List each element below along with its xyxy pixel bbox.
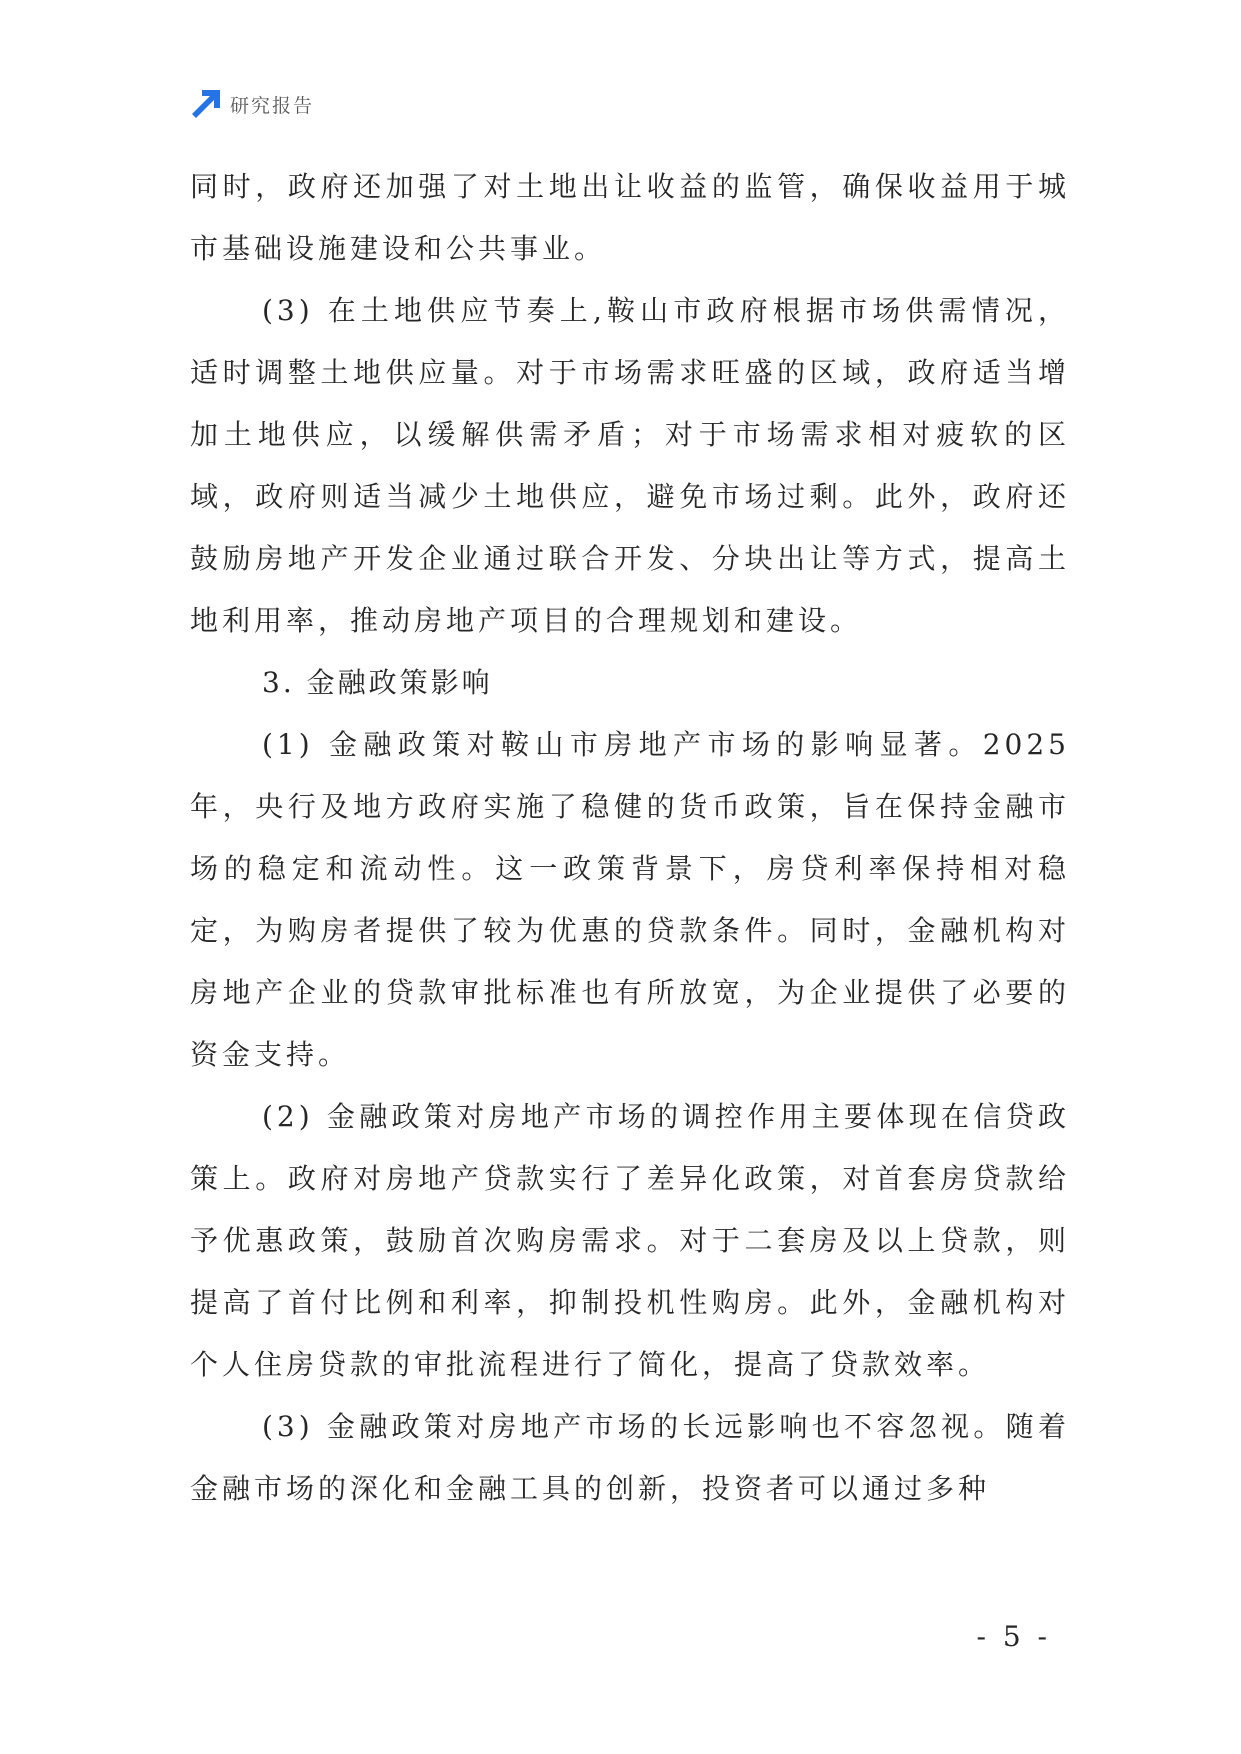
section-heading-financial-policy: 3. 金融政策影响 (262, 666, 493, 699)
page-number: - 5 - (976, 1620, 1051, 1653)
page-header (190, 88, 314, 120)
arrow-up-right-icon (190, 88, 222, 120)
paragraph-credit-policy: (2) 金融政策对房地产市场的调控作用主要体现在信贷政策上。政府对房地产贷款实行了差异化政策，对首套房贷款给予优惠政策，鼓励首次购房需求。对于二套房及以上贷款，则提高了首付比例和利率，抑制投机性购房。此外，金融机构对个人住房贷款的审批流程进行了简化，提高了贷款效率。 (190, 1100, 1070, 1381)
paragraph-long-term-impact: (3) 金融政策对房地产市场的长远影响也不容忽视。随着金融市场的深化和金融工具的创新，投资者可以通过多种 (190, 1410, 1070, 1505)
document-body (190, 156, 1070, 1520)
paragraph-land-supervision: 同时，政府还加强了对土地出让收益的监管，确保收益用于城市基础设施建设和公共事业。 (190, 170, 1070, 265)
header-title: 研究报告 (230, 94, 315, 117)
paragraph-land-supply-rhythm: (3) 在土地供应节奏上,鞍山市政府根据市场供需情况，适时调整土地供应量。对于市场需求旺盛的区域，政府适当增加土地供应，以缓解供需矛盾；对于市场需求相对疲软的区域，政府则适当减少土地供应，避免市场过剩。此外，政府还鼓励房地产开发企业通过联合开发、分块出让等方式，提高土地利用率，推动房地产项目的合理规划和建设。 (190, 294, 1070, 637)
paragraph-financial-impact: (1) 金融政策对鞍山市房地产市场的影响显著。2025年，央行及地方政府实施了稳健的货币政策，旨在保持金融市场的稳定和流动性。这一政策背景下，房贷利率保持相对稳定，为购房者提供了较为优惠的贷款条件。同时，金融机构对房地产企业的贷款审批标准也有所放宽，为企业提供了必要的资金支持。 (190, 728, 1070, 1071)
